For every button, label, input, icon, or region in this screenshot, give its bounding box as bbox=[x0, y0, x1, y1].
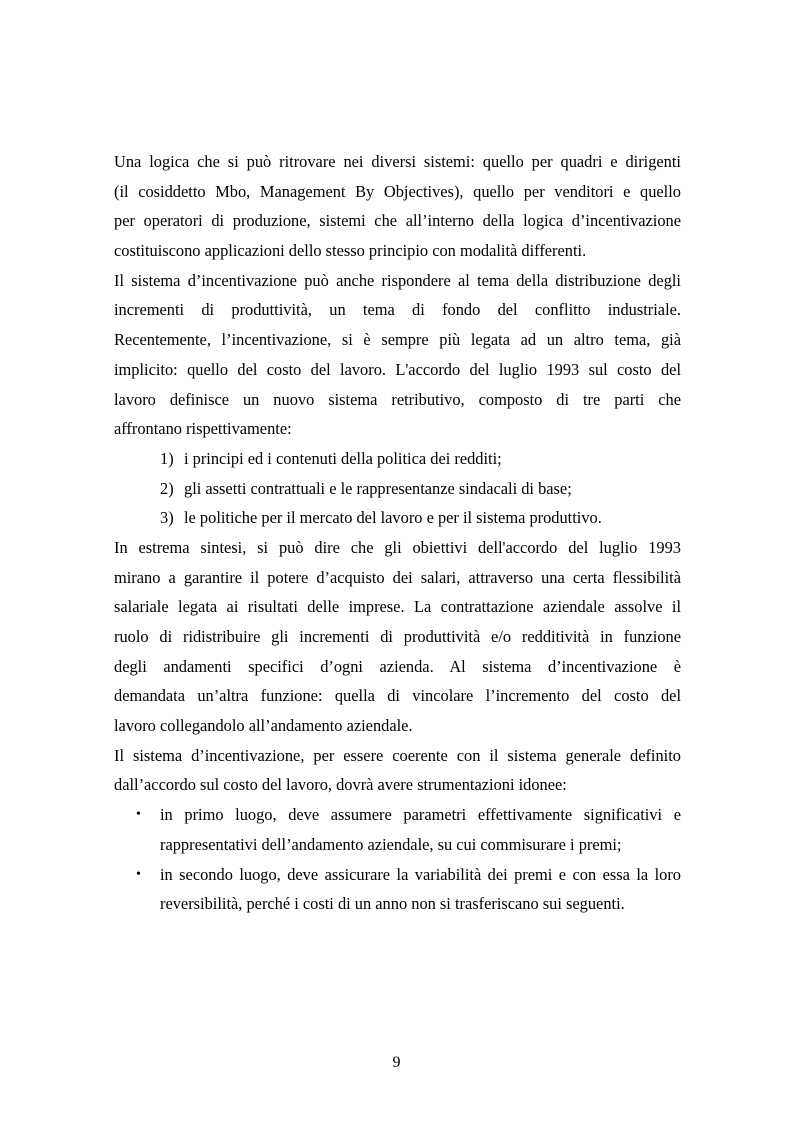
bullet-list bbox=[114, 800, 681, 919]
bullet-icon: • bbox=[136, 866, 141, 882]
list-item-text: le politiche per il mercato del lavoro e per il sistema produttivo. bbox=[184, 508, 602, 528]
text-line: lavoro collegandolo all’andamento aziendale. bbox=[114, 716, 413, 736]
numbered-list bbox=[114, 444, 681, 533]
text-line: ruolo di ridistribuire gli incrementi di produttività e/o redditività in funzione bbox=[114, 627, 681, 646]
paragraph-4 bbox=[114, 741, 681, 800]
bullet-icon: • bbox=[136, 807, 141, 823]
text-line: rappresentativi dell’andamento aziendale, su cui commisurare i premi; bbox=[160, 834, 622, 854]
text-line: Il sistema d’incentivazione può anche rispondere al tema della distribuzione degli bbox=[114, 270, 681, 290]
text-line: reversibilità, perché i costi di un anno non si trasferiscano sui seguenti. bbox=[160, 894, 625, 914]
text-line: per operatori di produzione, sistemi che all’interno della logica d’incentivazione bbox=[114, 211, 681, 231]
page-number: 9 bbox=[392, 1054, 401, 1071]
text-line: degli andamenti specifici d’ogni azienda. Al sistema d’incentivazione è bbox=[114, 656, 681, 676]
text-line: salariale legata ai risultati delle imprese. La contrattazione aziendale assolve il bbox=[114, 597, 681, 617]
text-line: Il sistema d’incentivazione, per essere coerente con il sistema generale definito bbox=[114, 745, 681, 765]
paragraph-1 bbox=[114, 147, 681, 266]
text-line: demandata un’altra funzione: quella di vincolare l’incremento del costo del bbox=[114, 686, 681, 706]
paragraph-2 bbox=[114, 266, 681, 444]
document-body bbox=[114, 147, 681, 919]
list-number: 2) bbox=[160, 478, 174, 498]
text-line: Recentemente, l’incentivazione, si è sempre più legata ad un altro tema, già bbox=[114, 330, 681, 350]
text-line: mirano a garantire il potere d’acquisto dei salari, attraverso una certa flessibilità bbox=[114, 567, 681, 587]
text-line: In estrema sintesi, si può dire che gli obiettivi dell'accordo del luglio 1993 bbox=[114, 537, 681, 557]
list-item-text: gli assetti contrattuali e le rappresentanze sindacali di base; bbox=[184, 478, 572, 498]
text-line: lavoro definisce un nuovo sistema retributivo, composto di tre parti che bbox=[114, 389, 681, 409]
text-line: affrontano rispettivamente: bbox=[114, 419, 292, 439]
text-line: Una logica che si può ritrovare nei diversi sistemi: quello per quadri e dirigenti bbox=[114, 152, 681, 171]
list-item-text: i principi ed i contenuti della politica dei redditi; bbox=[184, 448, 502, 468]
bullet-item bbox=[114, 800, 681, 859]
text-line: implicito: quello del costo del lavoro. L'accordo del luglio 1993 sul costo del bbox=[114, 359, 681, 379]
text-line: in primo luogo, deve assumere parametri effettivamente significativi e bbox=[160, 805, 681, 825]
text-line: incrementi di produttività, un tema di fondo del conflitto industriale. bbox=[114, 300, 681, 320]
text-line: in secondo luogo, deve assicurare la variabilità dei premi e con essa la loro bbox=[160, 864, 681, 884]
list-item bbox=[114, 444, 681, 474]
list-item bbox=[114, 503, 681, 533]
text-line: costituiscono applicazioni dello stesso principio con modalità differenti. bbox=[114, 241, 587, 261]
list-number: 3) bbox=[160, 508, 174, 528]
text-line: dall’accordo sul costo del lavoro, dovrà avere strumentazioni idonee: bbox=[114, 775, 567, 795]
bullet-item bbox=[114, 860, 681, 919]
paragraph-3 bbox=[114, 533, 681, 741]
list-item bbox=[114, 474, 681, 504]
list-number: 1) bbox=[160, 448, 174, 468]
text-line: (il cosiddetto Mbo, Management By Objectives), quello per venditori e quello bbox=[114, 181, 681, 201]
